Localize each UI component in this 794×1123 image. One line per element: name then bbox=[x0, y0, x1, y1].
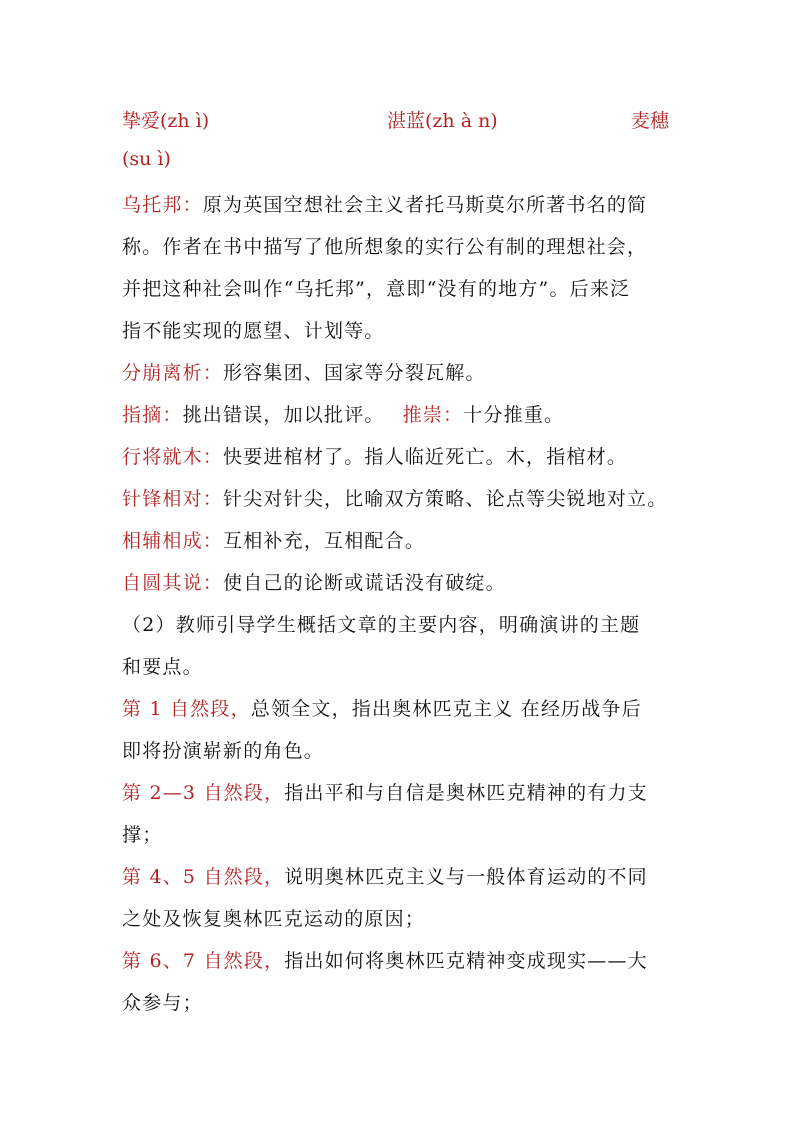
term-entry-zhenfengxiangdui bbox=[122, 484, 667, 511]
paragraph-label: 第 6、7 自然段， bbox=[122, 950, 285, 972]
paragraph-label: 第 4、5 自然段， bbox=[122, 866, 285, 888]
paragraph-text-line: 之处及恢复奥林匹克运动的原因； bbox=[122, 908, 426, 930]
pinyin-item-zhiai: 挚爱(zh ì) bbox=[122, 110, 210, 132]
paragraph-text: 总领全文，指出奥林匹克主义 在经历战争后 bbox=[250, 698, 642, 720]
term-label: 针锋相对： bbox=[122, 488, 224, 510]
term-label-2: 推崇： bbox=[402, 404, 464, 426]
term-definition-line: 指不能实现的愿望、计划等。 bbox=[122, 320, 385, 342]
pinyin-item-maisui-word: 麦穗 bbox=[631, 110, 670, 132]
term-definition: 挑出错误，加以批评。 bbox=[182, 404, 385, 426]
term-label: 相辅相成： bbox=[122, 530, 224, 552]
paragraph-text: 指出平和与自信是奥林匹克精神的有力支 bbox=[284, 782, 648, 804]
paragraph-summary-3 bbox=[122, 862, 648, 889]
term-label: 自圆其说： bbox=[122, 572, 224, 594]
paragraph-summary-2 bbox=[122, 778, 648, 805]
term-entry-xingjiangjiumu bbox=[122, 442, 627, 469]
term-label: 乌托邦： bbox=[122, 194, 203, 216]
paragraph-text: 指出如何将奥林匹克精神变成现实——大 bbox=[284, 950, 648, 972]
term-definition-line: 称。作者在书中描写了他所想象的实行公有制的理想社会， bbox=[122, 236, 648, 258]
term-entry-fenbenglixi bbox=[122, 358, 486, 385]
paragraph-text-line: 撑； bbox=[122, 824, 163, 846]
pinyin-item-zhanlan: 湛蓝(zh à n) bbox=[387, 110, 498, 132]
term-definition: 快要进棺材了。指人临近死亡。木，指棺材。 bbox=[223, 446, 628, 468]
step2-line: 和要点。 bbox=[122, 656, 203, 678]
term-definition-line: 并把这种社会叫作“乌托邦”，意即“没有的地方”。后来泛 bbox=[122, 278, 631, 300]
term-label: 分崩离析： bbox=[122, 362, 224, 384]
term-definition: 互相补充，互相配合。 bbox=[223, 530, 426, 552]
term-definition: 原为英国空想社会主义者托马斯莫尔所著书名的简 bbox=[202, 194, 648, 216]
term-definition: 使自己的论断或谎话没有破绽。 bbox=[223, 572, 506, 594]
term-definition-2: 十分推重。 bbox=[463, 404, 565, 426]
term-entry-wutuobang bbox=[122, 190, 647, 217]
term-entry-ziyuanqishuo bbox=[122, 568, 506, 595]
paragraph-label: 第 2—3 自然段， bbox=[122, 782, 285, 804]
pinyin-item-maisui-pinyin: (su ì) bbox=[122, 148, 171, 170]
paragraph-text-line: 众参与； bbox=[122, 992, 203, 1014]
paragraph-text: 说明奥林匹克主义与一般体育运动的不同 bbox=[284, 866, 648, 888]
term-definition: 针尖对针尖，比喻双方策略、论点等尖锐地对立。 bbox=[223, 488, 668, 510]
term-label: 行将就木： bbox=[122, 446, 224, 468]
paragraph-text-line: 即将扮演崭新的角色。 bbox=[122, 740, 325, 762]
paragraph-label: 第 1 自然段， bbox=[122, 698, 251, 720]
term-label: 指摘： bbox=[122, 404, 183, 426]
paragraph-summary-4 bbox=[122, 946, 648, 973]
term-entry-zhizhai bbox=[122, 400, 564, 427]
step2-line: （2）教师引导学生概括文章的主要内容，明确演讲的主题 bbox=[122, 614, 641, 636]
paragraph-summary-1 bbox=[122, 694, 642, 721]
term-entry-xiangfuxiangcheng bbox=[122, 526, 425, 553]
term-definition: 形容集团、国家等分裂瓦解。 bbox=[223, 362, 486, 384]
